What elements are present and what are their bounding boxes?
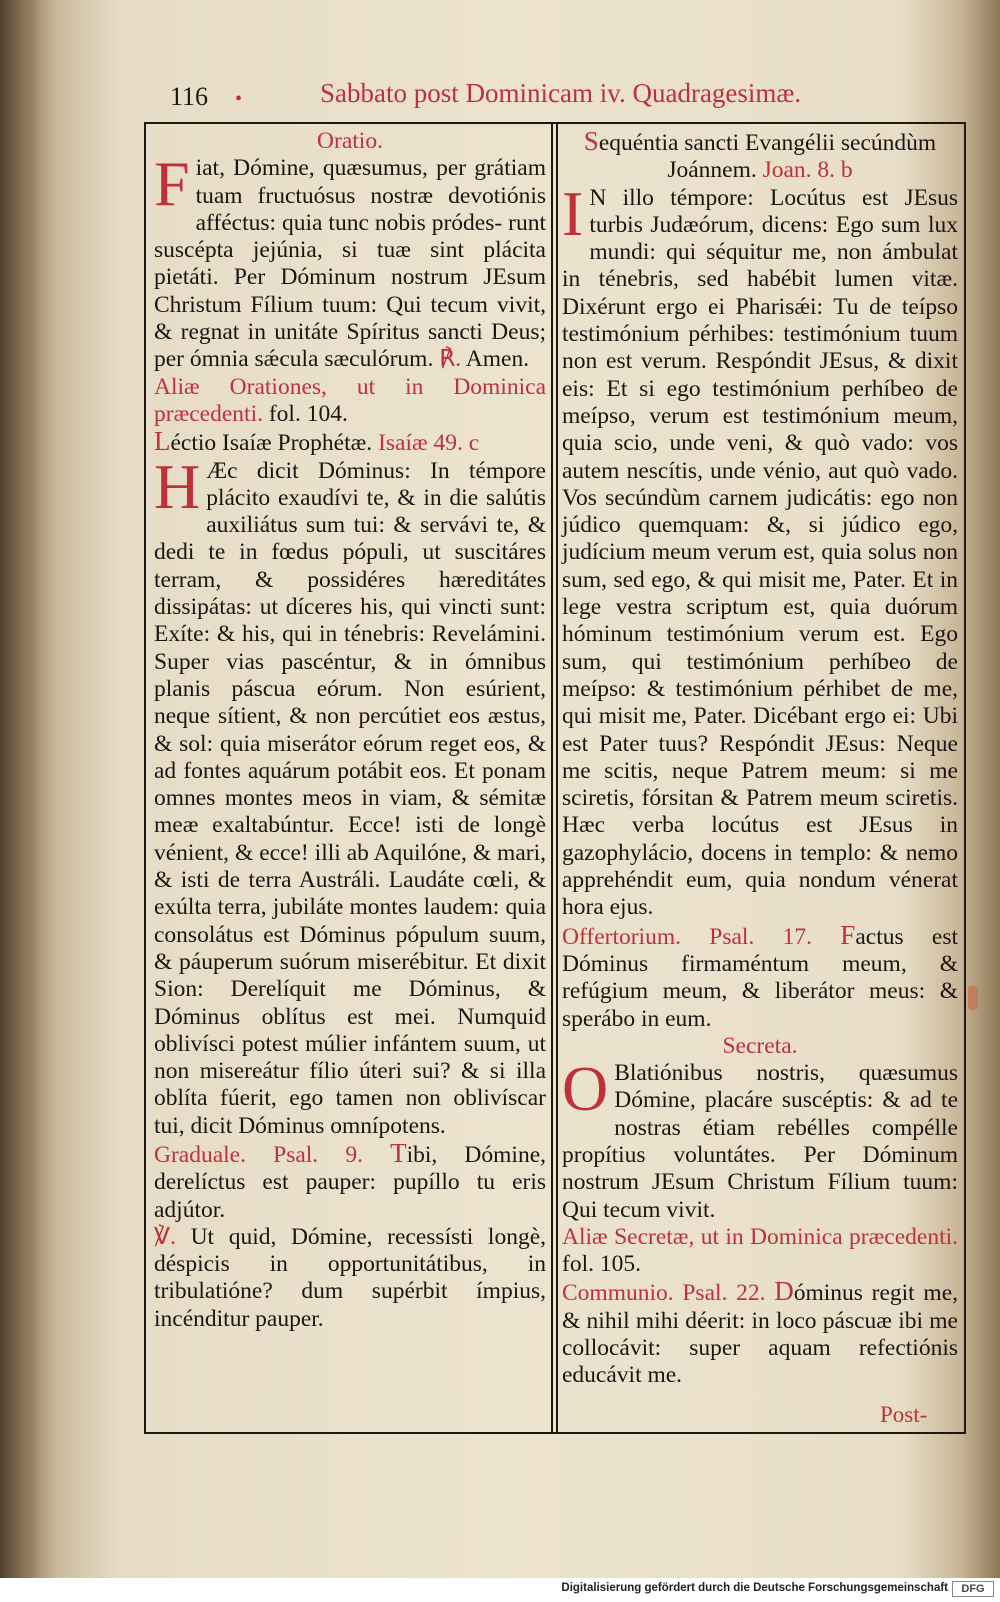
gospel-paragraph	[562, 177, 958, 922]
graduale-paragraph	[154, 1137, 546, 1224]
sequentia-text: equéntia sancti Evangélii secúndùm Joánnem.	[598, 130, 937, 184]
book-gutter	[0, 0, 40, 1602]
sequentia-initial: S	[583, 126, 599, 156]
communio-text: óminus regit me, & nihil mihi déerit: in loco páscuæ ibi me collocávit: super aquam refectiónis educávit me.	[562, 1280, 959, 1389]
running-head	[170, 78, 810, 118]
right-column	[562, 128, 958, 1390]
offertorium-paragraph	[562, 919, 959, 1033]
ornament-dot: •	[235, 88, 243, 110]
text-frame	[144, 122, 966, 1434]
column-rule-right	[556, 124, 558, 1432]
aliae-secretae-rubric: Aliæ Secretæ, ut in Dominica præcedenti.	[562, 1223, 958, 1250]
lectio-heading-line	[154, 428, 546, 457]
secreta-initial: O	[562, 1053, 609, 1125]
column-rule-left	[551, 124, 553, 1432]
graduale-label: Graduale. Psal. 9.	[154, 1141, 363, 1168]
communio-label: Communio. Psal. 22.	[562, 1280, 766, 1307]
offertorium-label: Offertorium. Psal. 17.	[562, 923, 812, 950]
oratio-heading: Oratio.	[317, 128, 383, 154]
amen-text: Amen.	[465, 346, 530, 373]
communio-initial: D	[774, 1276, 794, 1307]
gospel-ref: Joan. 8. b	[762, 157, 853, 184]
gospel-text: N illo témpore: Locútus est JEsus turbis Judæórum, dicens: Ego sum lux mundi: qui séquitur me, non ámbulat in ténebris, sed habébit lumen vitæ. Dixérunt ergo ei Pharisǽi: Tu de teípso testimónium pérhibes: testimónium tuum non est verum. Respóndit JEsus, & dixit eis: Et si ego testimónium perhíbeo de meípso, verum est testimónium meum, quia scio, unde veni, & quò vado: vos autem nescítis, unde vénio, aut quò vado. Vos secúndùm carnem judicátis: ego non júdico quemquam: &, si júdico ego, judícium meum verum est, quia solus non sum, sed ego, & qui misit me, Pater. Et in lege vestra scriptum est, quia duórum hóminum testimónium verum est. Ego sum, qui testimónium perhíbeo de meípso: & testimónium pérhibet de me, qui misit me, Pater. Dicébant ergo ei: Ubi est Pater tuus? Respóndit JEsus: Neque me scitis, neque Patrem meum: si me sciretis, fórsitan & Patrem meum sciretis. Hæc verba locútus est JEsus in gazophylácio, docens in templo: & nemo apprehéndit eum, quia nondum vénerat hora ejus.	[562, 184, 958, 921]
sequentia-heading	[562, 128, 958, 185]
page-number: 116	[170, 82, 209, 111]
lectio-text: Æc dicit Dóminus: In témpore plácito exaudívi te, & in die salútis auxiliátus sum tui: & servávi te, & dedi te in fœdus pópuli, ut suscitáres terram, & possidéres hæreditátes dissipátas: ut díceres his, qui vincti sunt: Exíte: & his, qui in ténebris: Revelámini. Super vias pascéntur, & in ómnibus planis páscua eórum. Non esúrient, neque sítient, & non percútiet eos æstus, & sol: quia miserátor eórum reget eos, & ad fontes aquárum potábit eos. Et ponam omnes montes meos in viam, & sémitæ meæ exaltabúntur. Ecce! isti de longè vénient, & ecce! illi ab Aquilóne, & mari, & isti de terra Austráli. Laudáte cœli, & exúlta terra, jubiláte montes laudem: quia consolátus est Dóminus pópulum suum, & páuperum suórum miserébitur. Et dixit Sion: Derelíquit me Dóminus, & Dóminus oblítus est mei. Numquid oblivísci potest múlier infántem suum, ut non misereátur fílio úteri sui? & si illa oblíta fúerit, ego tamen non oblivíscar tui, dicit Dóminus omnípotens.	[154, 457, 546, 1139]
graduale-initial: T	[390, 1137, 407, 1168]
lectio-initial: H	[154, 450, 201, 522]
aliae-orationes-rubric: Aliæ Orationes, ut in Dominica præcedenti.	[154, 373, 546, 427]
aliae-secretae-line	[562, 1224, 958, 1279]
running-title: Sabbato post Dominicam iv. Quadragesimæ.	[320, 78, 802, 108]
versicle-text: Ut quid, Dómine, recessísti longè, déspicis in opportunitátibus, in tribulatióne? dum supérbit ímpius, incénditur pauper.	[154, 1223, 547, 1332]
lectio-ref: Isaíæ 49. c	[378, 430, 480, 457]
communio-paragraph	[562, 1278, 958, 1389]
secreta-paragraph	[562, 1053, 958, 1224]
gospel-initial: I	[562, 177, 584, 249]
secreta-text: Blatiónibus nostris, quæsumus Dómine, placáre suscéptis: & ad te nostras étiam rebélles compélle propítius voluntátes. Per Dóminum nostrum JEsum Christum Fílium tuum: Qui tecum vivit.	[562, 1060, 958, 1223]
lectio-label: éctio Isaíæ Prophétæ.	[170, 430, 373, 457]
oratio-text: iat, Dómine, quæsumus, per grátiam tuam fructuósus nostræ devotiónis afféctus: quia tunc nobis pródes- runt suscépta jejúnia, si tuæ sint plácita pietáti. Per Dóminum nostrum JEsum Christum Fílium tuum: Qui tecum vivit, & regnat in unitáte Spíritus sancti Deus; per ómnia sǽcula sæculórum.	[154, 155, 546, 373]
page-tab-marker	[968, 986, 978, 1010]
left-column	[154, 128, 546, 1333]
oratio-initial: F	[154, 148, 190, 220]
aliae-orationes-line	[154, 374, 546, 429]
response-sign: ℟.	[439, 346, 462, 373]
versicle-paragraph	[154, 1224, 546, 1333]
offertorium-text: actus est Dóminus firmaméntum meum, & refúgium meum, & liberátor meus: & sperábo in eum.	[562, 923, 959, 1032]
digitization-footer	[0, 1578, 1000, 1602]
lectio-label-initial: L	[154, 426, 171, 457]
footer-credit: Digitalisierung gefördert durch die Deutsche Forschungsgemeinschaft	[561, 1582, 948, 1594]
catchword: Post-	[880, 1402, 928, 1427]
oratio-paragraph	[154, 148, 546, 373]
aliae-secretae-ref: fol. 105.	[562, 1251, 641, 1278]
aliae-orationes-ref: fol. 104.	[268, 400, 348, 427]
graduale-text: ibi, Dómine, derelíctus est pauper: pupíllo tu eris adjútor.	[154, 1141, 546, 1223]
secreta-heading: Secreta.	[722, 1032, 798, 1059]
offertorium-initial: F	[840, 919, 856, 950]
lectio-paragraph	[154, 450, 546, 1140]
versicle-sign: ℣.	[154, 1223, 176, 1250]
dfg-logo[interactable]: DFG	[952, 1581, 994, 1597]
